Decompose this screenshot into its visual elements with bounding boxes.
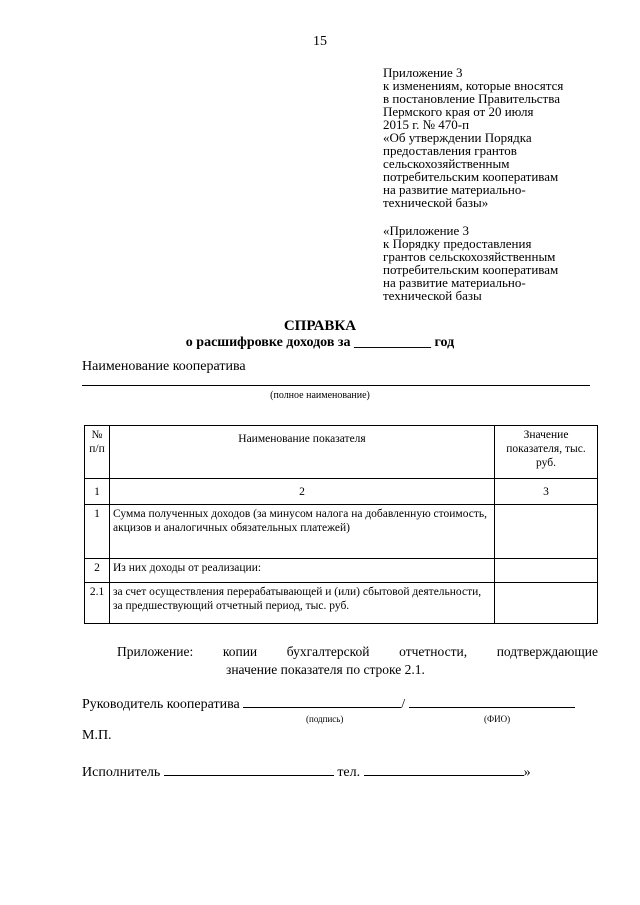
head-signature-line: [82, 695, 575, 713]
appendix-line: технической базы»: [383, 195, 489, 210]
numbering-cell: 3: [495, 479, 598, 505]
appendix-line: Приложение 3: [383, 65, 463, 80]
signature-caption: (подпись): [306, 714, 344, 724]
row-name: Сумма полученных доходов (за минусом налога на добавленную стоимость, акцизов и аналогичных обязательных платежей): [110, 505, 495, 559]
appendix-line: потребительским кооперативам: [383, 262, 559, 277]
row-name: Из них доходы от реализации:: [110, 559, 495, 583]
full-name-caption: (полное наименование): [270, 390, 370, 401]
indicators-table: [84, 425, 598, 624]
appendix-line: предоставления грантов: [383, 143, 517, 158]
stamp-place: М.П.: [82, 728, 112, 743]
executor-label: Исполнитель: [82, 765, 161, 780]
phone-field[interactable]: [364, 763, 524, 776]
row-num: 2.1: [85, 583, 110, 624]
attachment-line-1: Приложение: копии бухгалтерской отчетности, подтверждающие: [117, 644, 598, 659]
numbering-cell: 2: [110, 479, 495, 505]
coop-name-label: Наименование кооператива: [82, 359, 246, 374]
table-numbering-row: [85, 479, 598, 505]
appendix-line: потребительским кооперативам: [383, 169, 559, 184]
row-value[interactable]: [495, 583, 598, 624]
head-label: Руководитель кооператива: [82, 697, 240, 712]
header-value: Значение показателя, тыс. руб.: [495, 426, 598, 479]
row-name: за счет осуществления перерабатывающей и (или) сбытовой деятельности, за предшествующий отчетный период, тыс. руб.: [110, 583, 495, 624]
appendix-line: на развитие материально-: [383, 275, 526, 290]
phone-label: тел.: [337, 765, 361, 780]
executor-field[interactable]: [164, 763, 334, 776]
coop-name-line: [82, 385, 590, 386]
table-row: [85, 559, 598, 583]
appendix-line: «Об утверждении Порядка: [383, 130, 532, 145]
appendix-line: сельскохозяйственным: [383, 156, 510, 171]
appendix-line: технической базы: [383, 288, 482, 303]
closing-quote: »: [523, 765, 531, 780]
appendix-line: к изменениям, которые вносятся: [383, 78, 564, 93]
executor-line: [82, 763, 531, 781]
appendix-header: [383, 66, 623, 302]
signature-separator: /: [401, 697, 406, 712]
name-caption: (ФИО): [484, 714, 511, 724]
appendix-line: Пермского края от 20 июля: [383, 104, 534, 119]
header-num: № п/п: [85, 426, 110, 479]
table-header-row: [85, 426, 598, 479]
appendix-line: грантов сельскохозяйственным: [383, 249, 556, 264]
appendix-line: в постановление Правительства: [383, 91, 560, 106]
row-value[interactable]: [495, 559, 598, 583]
appendix-line: на развитие материально-: [383, 182, 526, 197]
attachment-line-2: значение показателя по строке 2.1.: [226, 662, 425, 677]
appendix-line: «Приложение 3: [383, 223, 470, 238]
numbering-cell: 1: [85, 479, 110, 505]
header-name: Наименование показателя: [110, 426, 495, 479]
appendix-line: к Порядку предоставления: [383, 236, 532, 251]
page-number: 15: [313, 34, 327, 49]
table-row: [85, 583, 598, 624]
document-subtitle: о расшифровке доходов за ___________ год: [185, 335, 455, 350]
full-name-field[interactable]: [409, 695, 575, 708]
row-num: 1: [85, 505, 110, 559]
appendix-line: 2015 г. № 470-п: [383, 117, 470, 132]
row-num: 2: [85, 559, 110, 583]
document-title: СПРАВКА: [283, 318, 357, 334]
row-value[interactable]: [495, 505, 598, 559]
signature-field[interactable]: [243, 695, 401, 708]
table-row: [85, 505, 598, 559]
